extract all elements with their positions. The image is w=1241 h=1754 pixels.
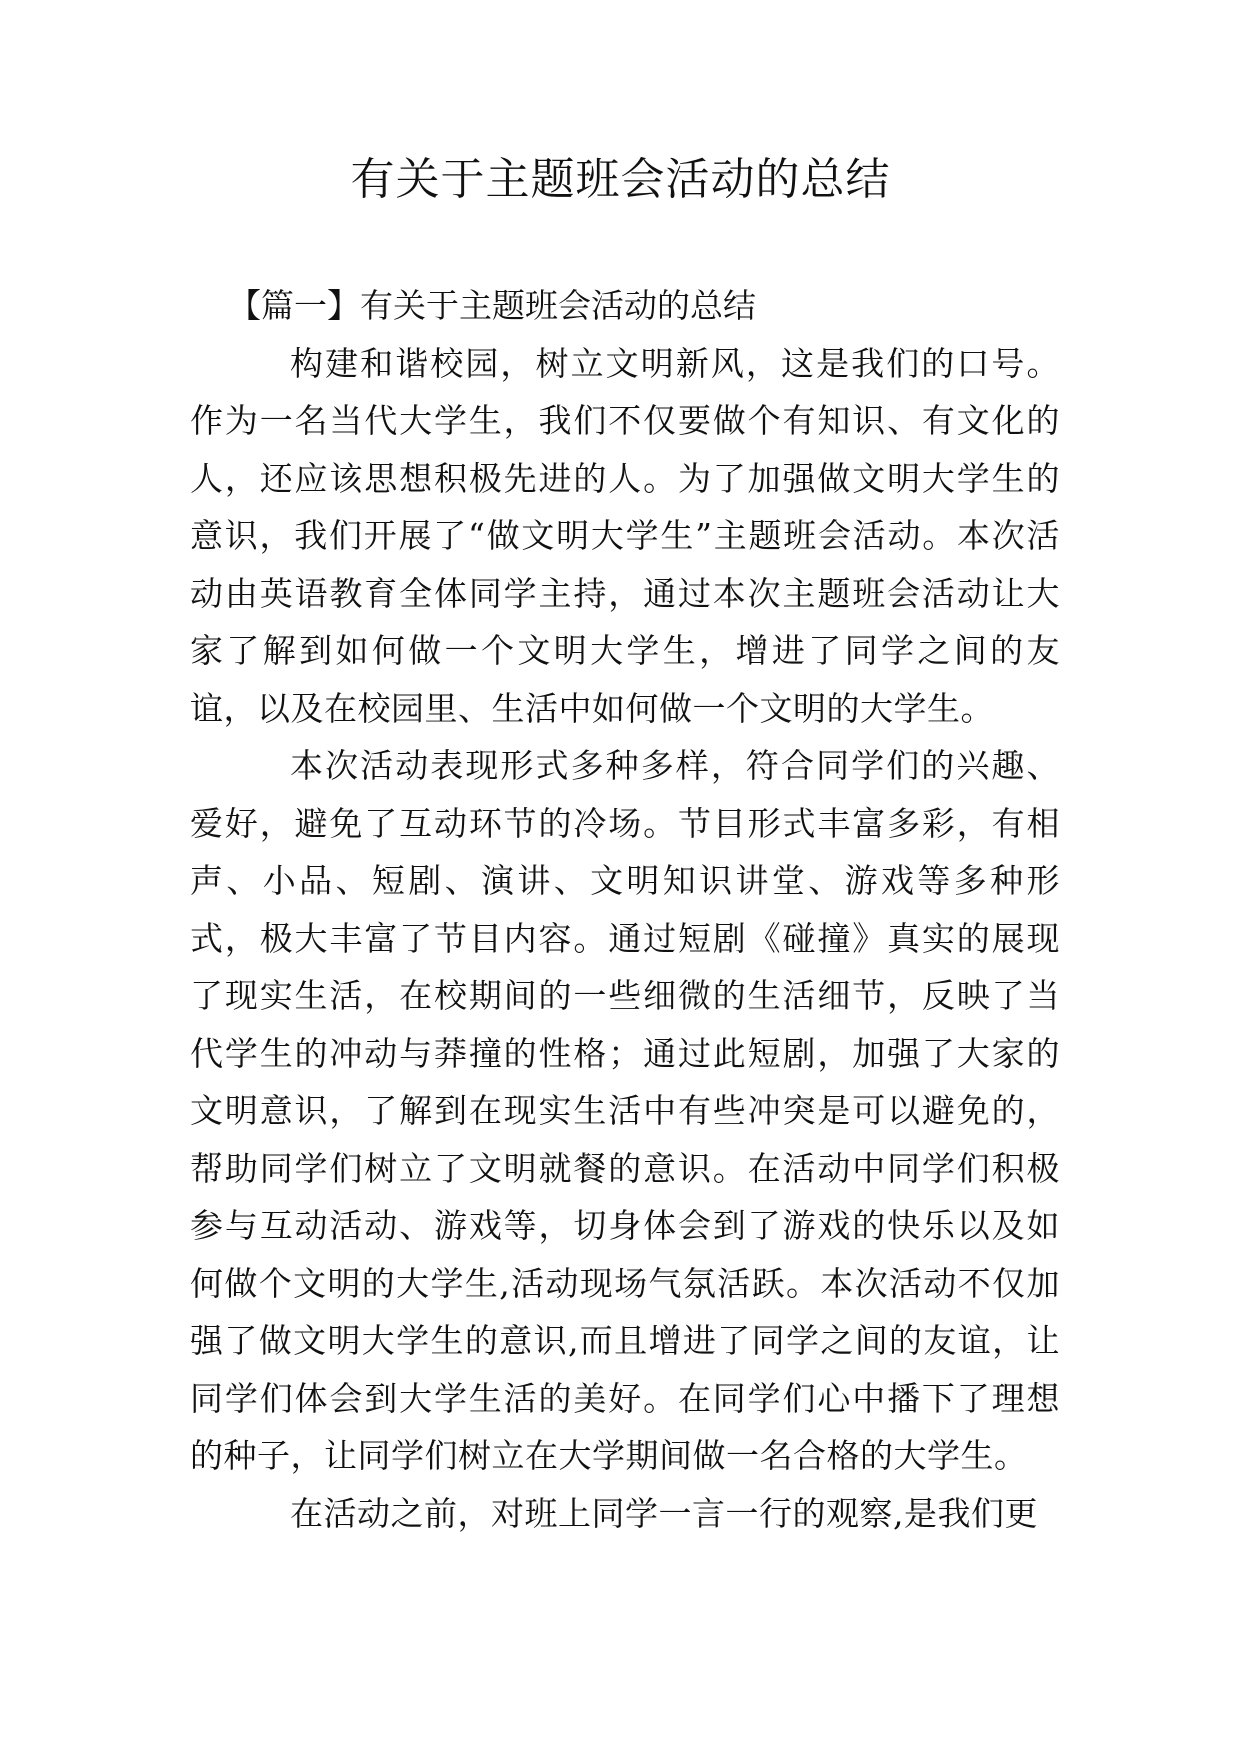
document-body — [190, 277, 1060, 1542]
section-heading: 【篇一】有关于主题班会活动的总结 — [228, 286, 756, 325]
paragraph-1: 构建和谐校园，树立文明新风，这是我们的口号。作为一名当代大学生，我们不仅要做个有知识、有文化的人，还应该思想积极先进的人。为了加强做文明大学生的意识，我们开展了“做文明大学生”主题班会活动。本次活动由英语教育全体同学主持，通过本次主题班会活动让大家了解到如何做一个文明大学生，增进了同学之间的友谊，以及在校园里、生活中如何做一个文明的大学生。 — [190, 343, 1060, 728]
paragraph-3: 在活动之前，对班上同学一言一行的观察,是我们更 — [290, 1493, 1038, 1533]
document-title: 有关于主题班会活动的总结 — [350, 154, 891, 205]
paragraph-2: 本次活动表现形式多种多样，符合同学们的兴趣、爱好，避免了互动环节的冷场。节目形式丰富多彩，有相声、小品、短剧、演讲、文明知识讲堂、游戏等多种形式，极大丰富了节目内容。通过短剧《碰撞》真实的展现了现实生活，在校期间的一些细微的生活细节，反映了当代学生的冲动与莽撞的性格；通过此短剧，加强了大家的文明意识，了解到在现实生活中有些冲突是可以避免的，帮助同学们树立了文明就餐的意识。在活动中同学们积极参与互动活动、游戏等，切身体会到了游戏的快乐以及如何做个文明的大学生,活动现场气氛活跃。本次活动不仅加强了做文明大学生的意识,而且增进了同学之间的友谊，让同学们体会到大学生活的美好。在同学们心中播下了理想的种子，让同学们树立在大学期间做一名合格的大学生。 — [190, 746, 1060, 1475]
